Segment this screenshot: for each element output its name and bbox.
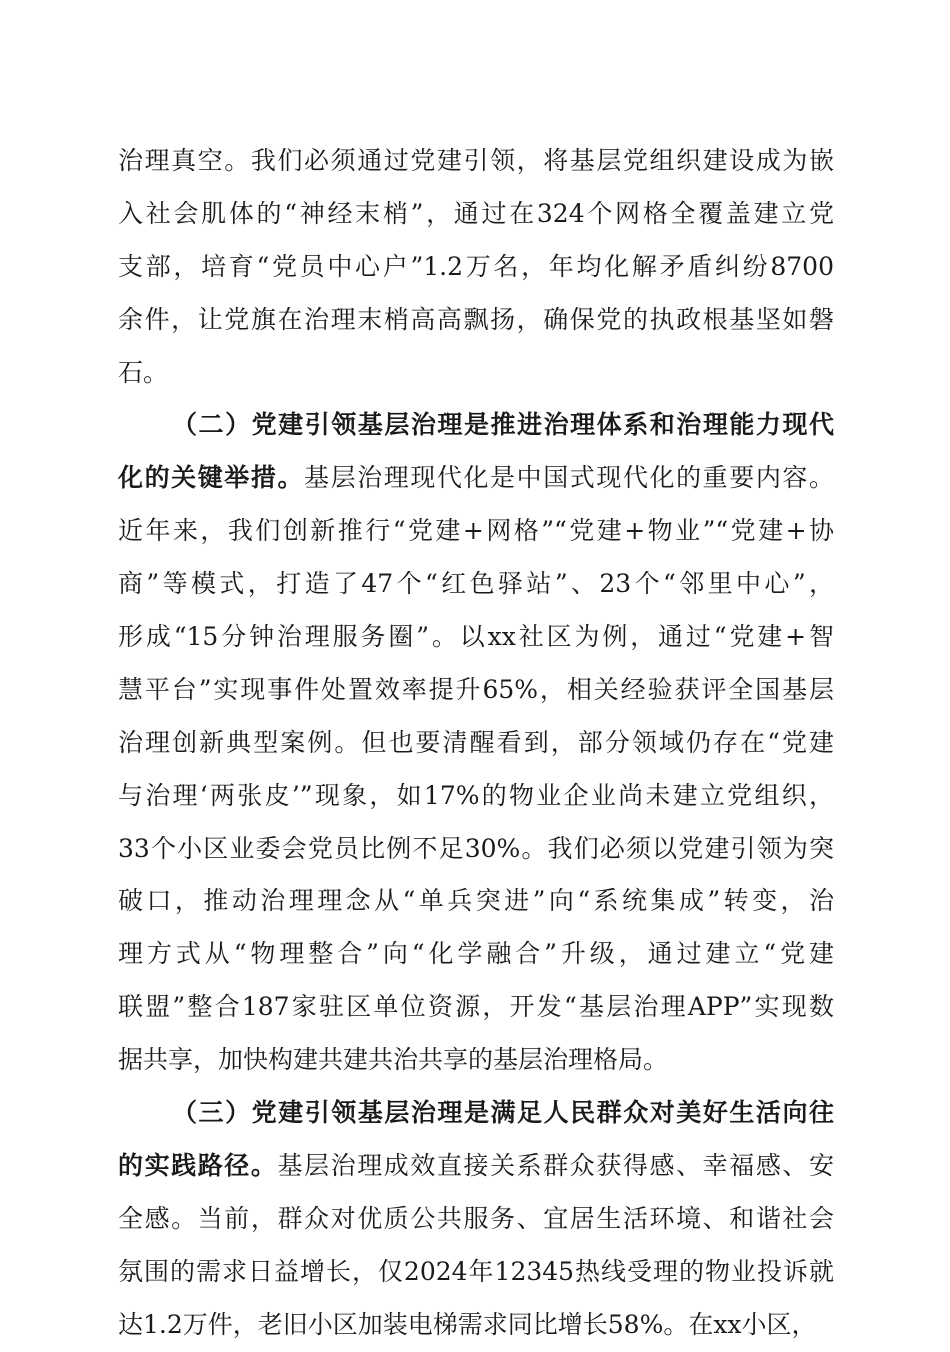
text-line <box>118 347 834 400</box>
text-line <box>118 1034 834 1087</box>
text-line <box>118 399 834 452</box>
text-line <box>118 928 834 981</box>
heading-text: 的实践路径。 <box>118 1150 278 1180</box>
text-line <box>118 875 834 928</box>
body-text: 与治理‘两张皮’”现象，如17%的物业企业尚未建立党组织， <box>118 780 834 810</box>
body-text: 余件，让党旗在治理末梢高高飘扬，确保党的执政根基坚如磐 <box>118 304 834 334</box>
body-text: 入社会肌体的“神经末梢”，通过在324个网格全覆盖建立党 <box>118 198 834 228</box>
body-text: 支部，培育“党员中心户”1.2万名，年均化解矛盾纠纷8700 <box>118 251 834 281</box>
text-line <box>118 135 834 188</box>
heading-text: （三）党建引领基层治理是满足人民群众对美好生活向往 <box>172 1098 834 1128</box>
text-line <box>118 188 834 241</box>
body-text: 基层治理成效直接关系群众获得感、幸福感、安 <box>277 1150 834 1180</box>
body-text: 石。 <box>118 357 169 387</box>
body-text: 破口，推动治理理念从“单兵突进”向“系统集成”转变，治 <box>118 886 834 916</box>
text-line <box>118 981 834 1034</box>
paragraph-p1 <box>118 135 834 399</box>
body-text: 形成“15分钟治理服务圈”。以xx社区为例，通过“党建+智 <box>118 622 834 652</box>
text-line <box>118 1246 834 1299</box>
body-text: 治理创新典型案例。但也要清醒看到，部分领域仍存在“党建 <box>118 727 834 757</box>
body-text: 理方式从“物理整合”向“化学融合”升级，通过建立“党建 <box>118 939 834 969</box>
text-line <box>118 823 834 876</box>
paragraph-p3 <box>118 1087 834 1351</box>
body-text: 氛围的需求日益增长，仅2024年12345热线受理的物业投诉就 <box>118 1256 834 1286</box>
text-line <box>118 611 834 664</box>
paragraph-p2 <box>118 399 834 1087</box>
text-line <box>118 1193 834 1246</box>
text-line <box>118 717 834 770</box>
body-text: 基层治理现代化是中国式现代化的重要内容。 <box>304 463 834 493</box>
heading-text: 化的关键举措。 <box>118 463 305 493</box>
text-line <box>118 770 834 823</box>
body-text: 商”等模式，打造了47个“红色驿站”、23个“邻里中心”， <box>118 569 834 599</box>
document-page <box>118 135 834 1351</box>
heading-text: （二）党建引领基层治理是推进治理体系和治理能力现代 <box>172 410 834 440</box>
text-line <box>118 294 834 347</box>
body-text: 达1.2万件，老旧小区加装电梯需求同比增长58%。在xx小区， <box>118 1309 817 1339</box>
body-text: 治理真空。我们必须通过党建引领，将基层党组织建设成为嵌 <box>118 146 834 175</box>
text-line <box>118 452 834 505</box>
text-line <box>118 558 834 611</box>
body-text: 据共享，加快构建共建共治共享的基层治理格局。 <box>118 1045 669 1075</box>
body-text: 慧平台”实现事件处置效率提升65%，相关经验获评全国基层 <box>118 674 834 704</box>
text-line <box>118 1140 834 1193</box>
body-text: 全感。当前，群众对优质公共服务、宜居生活环境、和谐社会 <box>118 1203 834 1233</box>
text-line <box>118 1087 834 1140</box>
text-line <box>118 505 834 558</box>
body-text: 近年来，我们创新推行“党建+网格”“党建+物业”“党建+协 <box>118 516 834 546</box>
body-text: 33个小区业委会党员比例不足30%。我们必须以党建引领为突 <box>118 833 834 863</box>
body-text: 联盟”整合187家驻区单位资源，开发“基层治理APP”实现数 <box>118 992 834 1022</box>
text-line <box>118 664 834 717</box>
text-line <box>118 241 834 294</box>
